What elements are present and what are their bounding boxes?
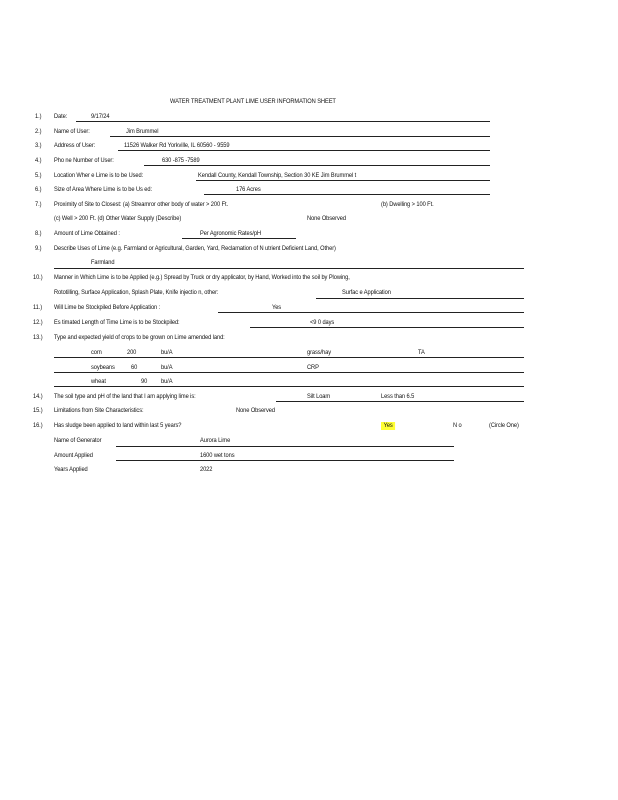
underline — [250, 327, 524, 328]
field-label-manner-2: Rototilling, Surface Application, Splash Plate, Knife injectio n, other: — [54, 289, 219, 296]
field-label-location: Location Wher e Lime is to be Used: — [54, 172, 144, 179]
field-label-crops: Type and expected yield of crops to be grown on Lime amended land: — [54, 334, 225, 341]
option-yes[interactable]: Yes — [381, 422, 395, 430]
row-number: 9.) — [35, 245, 42, 252]
field-value-uses: Farmland — [91, 259, 115, 266]
generator-years-label: Years Applied — [54, 466, 88, 473]
field-value-name: Jim Brummel — [126, 128, 159, 135]
row-number: 13.) — [33, 334, 43, 341]
field-label-amount: Amount of Lime Obtained : — [54, 230, 120, 237]
crop-name: CRP — [307, 364, 319, 371]
underline — [54, 268, 524, 269]
generator-years-value: 2022 — [200, 466, 213, 473]
field-value-address: 11526 Walker Rd Yorkville, IL 60560 - 9559 — [124, 142, 230, 149]
crop-unit: bu/A — [161, 349, 173, 356]
field-value-stockpiled: Yes — [272, 304, 282, 311]
field-value-location: Kendall County, Kendall Township, Section 30 KE Jim Brummel t — [198, 172, 357, 179]
row-number: 3.) — [35, 142, 42, 149]
underline — [218, 312, 524, 313]
field-label-stockpile-time: Es timated Length of Time Lime is to be Stockpiled: — [54, 319, 180, 326]
field-label-phone: Pho ne Number of User: — [54, 157, 114, 164]
crop-name: wheat — [91, 378, 106, 385]
underline — [196, 180, 490, 181]
field-label-stockpiled: Will Lime be Stockpiled Before Application : — [54, 304, 161, 311]
crop-name: corn — [91, 349, 102, 356]
underline — [110, 136, 490, 137]
crop-yield: 90 — [141, 378, 148, 385]
row-number: 1.) — [35, 113, 42, 120]
field-label-sludge: Has sludge been applied to land within last 5 years? — [54, 422, 182, 429]
row-number: 14.) — [33, 393, 43, 400]
circle-one-note: (Circle One) — [489, 422, 519, 429]
row-number: 15.) — [33, 407, 43, 414]
field-label-soil: The soil type and pH of the land that I am applying lime is: — [54, 393, 196, 400]
field-value-amount: Per Agronomic Rates/pH — [200, 230, 262, 237]
crop-unit: bu/A — [161, 364, 173, 371]
crop-yield: 200 — [127, 349, 137, 356]
row-number: 7.) — [35, 201, 42, 208]
underline — [54, 357, 524, 358]
underline — [182, 238, 296, 239]
field-label-address: Address of User: — [54, 142, 96, 149]
field-value-water-supply: None Observed — [307, 215, 346, 222]
underline — [54, 386, 524, 387]
underline — [276, 401, 524, 402]
row-number: 11.) — [33, 304, 43, 311]
field-label-name: Name of User: — [54, 128, 90, 135]
underline — [118, 150, 490, 151]
generator-name-value: Aurora Lime — [200, 437, 231, 444]
crop-name: soybeans — [91, 364, 115, 371]
underline — [204, 194, 490, 195]
generator-name-label: Name of Generator — [54, 437, 102, 444]
underline — [144, 165, 490, 166]
row-number: 16.) — [33, 422, 43, 429]
crop-yield: 60 — [131, 364, 138, 371]
crop-unit: bu/A — [161, 378, 173, 385]
field-value-phone: 630 -875 -7589 — [162, 157, 200, 164]
field-value-stockpile-time: <9 0 days — [310, 319, 335, 326]
field-value-area: 176 Acres — [236, 186, 261, 193]
field-value-date: 9/17/24 — [91, 113, 110, 120]
row-number: 8.) — [35, 230, 42, 237]
option-no[interactable]: N o — [453, 422, 462, 429]
underline — [116, 460, 454, 461]
field-label-limitations: Limitations from Site Characteristics: — [54, 407, 144, 414]
generator-amount-value: 1600 wet tons — [200, 452, 235, 459]
generator-amount-label: Amount Applied — [54, 452, 93, 459]
underline — [116, 446, 454, 447]
field-value-dwelling: (b) Dwelling > 100 Ft. — [381, 201, 434, 208]
row-number: 4.) — [35, 157, 42, 164]
underline — [54, 372, 524, 373]
field-label-proximity: Proximity of Site to Closest: (a) Streamror other body of water > 200 Ft. — [54, 201, 228, 208]
field-label-manner: Manner in Which Lime is to be Applied (e.g.) Spread by Truck or dry applicator, by Hand, Worked into the soil by Plowing, — [54, 274, 350, 281]
row-number: 2.) — [35, 128, 42, 135]
field-value-soil-ph: Less than 6.5 — [381, 393, 415, 400]
page-title: WATER TREATMENT PLANT LIME USER INFORMATION SHEET — [170, 98, 336, 105]
field-value-limitations: None Observed — [236, 407, 275, 414]
row-number: 10.) — [33, 274, 43, 281]
field-value-soil-type: Silt Loam — [307, 393, 331, 400]
field-label-date: Date: — [54, 113, 68, 120]
field-value-manner: Surfac e Application — [342, 289, 391, 296]
row-number: 12.) — [33, 319, 43, 326]
field-label-area: Size of Area Where Lime is to be Us ed: — [54, 186, 152, 193]
underline — [76, 121, 490, 122]
field-label-uses: Describe Uses of Lime (e.g. Farmland or Agricultural, Garden, Yard, Reclamation of N utrient Deficient Land, Other) — [54, 245, 336, 252]
crop-yield: TA — [418, 349, 425, 356]
underline — [316, 298, 524, 299]
row-number: 5.) — [35, 172, 42, 179]
field-label-well: (c) Well > 200 Ft. (d) Other Water Supply (Describe) — [54, 215, 182, 222]
row-number: 6.) — [35, 186, 42, 193]
crop-name: grass/hay — [307, 349, 332, 356]
